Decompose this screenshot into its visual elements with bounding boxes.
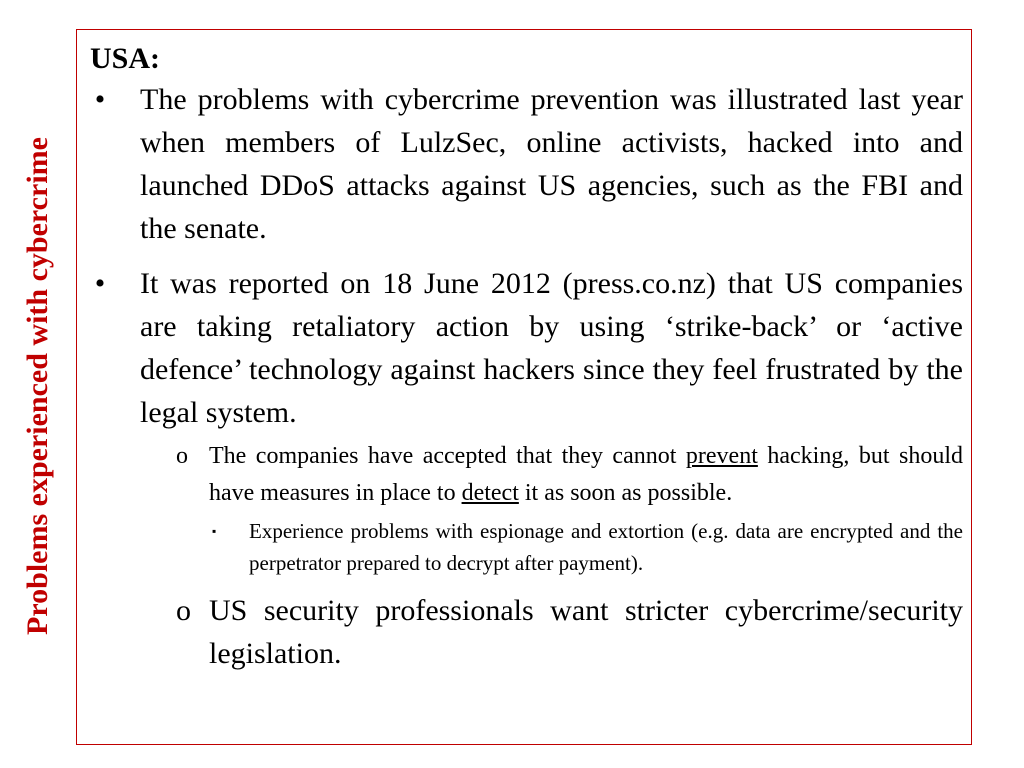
sub-sub-bullet-item — [90, 515, 963, 579]
sub-text-part: it as soon as possible. — [518, 480, 733, 506]
sub-bullet-item — [90, 438, 963, 512]
side-title-text: Problems experienced with cybercrime — [21, 137, 55, 635]
prevent-emphasis: prevent — [685, 443, 758, 469]
bullet-item — [90, 262, 963, 434]
sub-bullet-text: US security professionals want stricter cybercrime/security legislation. — [209, 594, 963, 670]
bullet-marker: • — [94, 267, 106, 300]
sub-bullet-text — [209, 443, 963, 506]
square-marker: ▪ — [212, 524, 217, 538]
circle-marker: o — [176, 594, 191, 627]
bullet-text: The problems with cybercrime prevention was illustrated last year when members of LulzSec, online activists, hacked into and launched DDoS attacks against US agencies, such as the FBI and the senate. — [140, 83, 963, 245]
heading: USA: — [90, 42, 161, 75]
bullet-text: It was reported on 18 June 2012 (press.co.nz) that US companies are taking retaliatory action by using ‘strike-back’ or ‘active defence’ technology against hackers since they feel frustrated by the legal system. — [140, 267, 963, 429]
content-box — [76, 29, 972, 745]
detect-emphasis: detect — [461, 480, 519, 506]
sub-sub-bullet-text: Experience problems with espionage and extortion (e.g. data are encrypted and the perpetrator prepared to decrypt after payment). — [249, 519, 963, 575]
bullet-item — [90, 78, 963, 250]
side-title — [0, 30, 76, 742]
content-body — [90, 40, 963, 675]
sub-bullet-item — [90, 589, 963, 675]
bullet-marker: • — [94, 83, 106, 116]
sub-text-part: hacking, but should have measures in place to — [209, 443, 963, 506]
circle-marker: o — [176, 443, 188, 469]
sub-text-part: The companies have accepted that they cannot — [209, 443, 686, 469]
